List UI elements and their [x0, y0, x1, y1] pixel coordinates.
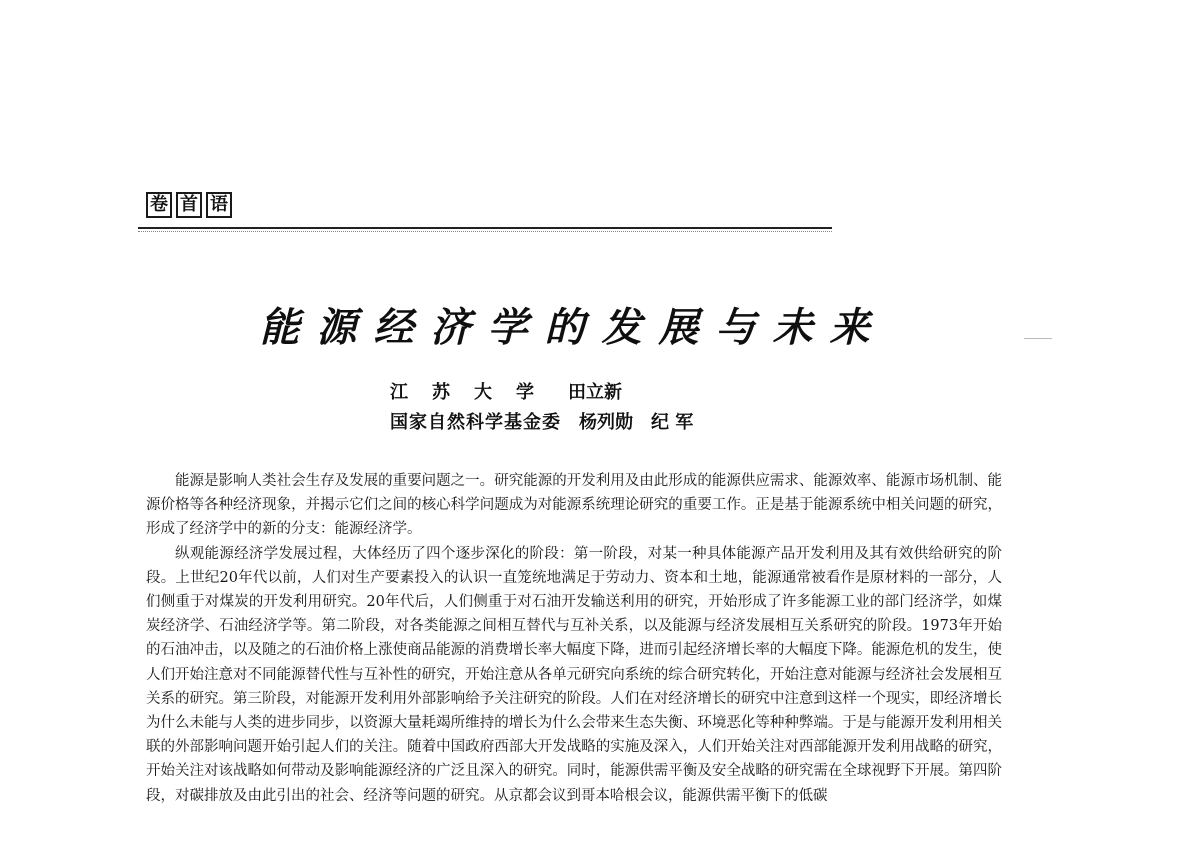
column-header-juanshouyu [146, 192, 232, 218]
column-header-char-2: 首 [176, 192, 202, 218]
header-rule-dotted [138, 231, 832, 232]
author-line-1 [390, 378, 693, 408]
column-header-char-1: 卷 [146, 192, 172, 218]
paragraph-1: 能源是影响人类社会生存及发展的重要问题之一。研究能源的开发利用及由此形成的能源供应需求、能源效率、能源市场机制、能源价格等各种经济现象，并揭示它们之间的核心科学问题成为对能源系统理论研究的重要工作。正是基于能源系统中相关问题的研究，形成了经济学中的新的分支：能源经济学。 [146, 473, 1002, 538]
column-header-char-3: 语 [206, 192, 232, 218]
article-title: 能源经济学的发展与未来 [259, 304, 887, 351]
author-block [390, 378, 693, 438]
author-name-yang-liexun: 杨列勋 [579, 412, 633, 433]
affiliation-jiangsu-university: 江苏大学 [390, 382, 558, 403]
header-rule [138, 227, 832, 229]
author-line-2 [390, 408, 693, 438]
article-body [146, 469, 1002, 808]
author-name-ji-jun: 纪 军 [651, 412, 694, 433]
affiliation-nsfc: 国家自然科学基金委 [390, 412, 561, 433]
author-name-tian-lixin: 田立新 [568, 382, 622, 403]
paragraph-2: 纵观能源经济学发展过程，大体经历了四个逐步深化的阶段：第一阶段，对某一种具体能源产品开发利用及其有效供给研究的阶段。上世纪20年代以前，人们对生产要素投入的认识一直笼统地满足于劳动力、资本和土地，能源通常被看作是原材料的一部分，人们侧重于对煤炭的开发利用研究。20年代后，人们侧重于对石油开发输送利用的研究，开始形成了许多能源工业的部门经济学，如煤炭经济学、石油经济学等。第二阶段，对各类能源之间相互替代与互补关系，以及能源与经济发展相互关系研究的阶段。1973年开始的石油冲击，以及随之的石油价格上涨使商品能源的消费增长率大幅度下降，进而引起经济增长率的大幅度下降。能源危机的发生，使人们开始注意对不同能源替代性与互补性的研究，开始注意从各单元研究向系统的综合研究转化，开始注意对能源与经济社会发展相互关系的研究。第三阶段，对能源开发利用外部影响给予关注研究的阶段。人们在对经济增长的研究中注意到这样一个现实，即经济增长为什么未能与人类的进步同步，以资源大量耗竭所维持的增长为什么会带来生态失衡、环境恶化等种种弊端。于是与能源开发利用相关联的外部影响问题开始引起人们的关注。随着中国政府西部大开发战略的实施及深入，人们开始关注对西部能源开发利用战略的研究，开始关注对该战略如何带动及影响能源经济的广泛且深入的研究。同时，能源供需平衡及安全战略的研究需在全球视野下开展。第四阶段，对碳排放及由此引出的社会、经济等问题的研究。从京都会议到哥本哈根会议，能源供需平衡下的低碳 [146, 545, 1002, 804]
